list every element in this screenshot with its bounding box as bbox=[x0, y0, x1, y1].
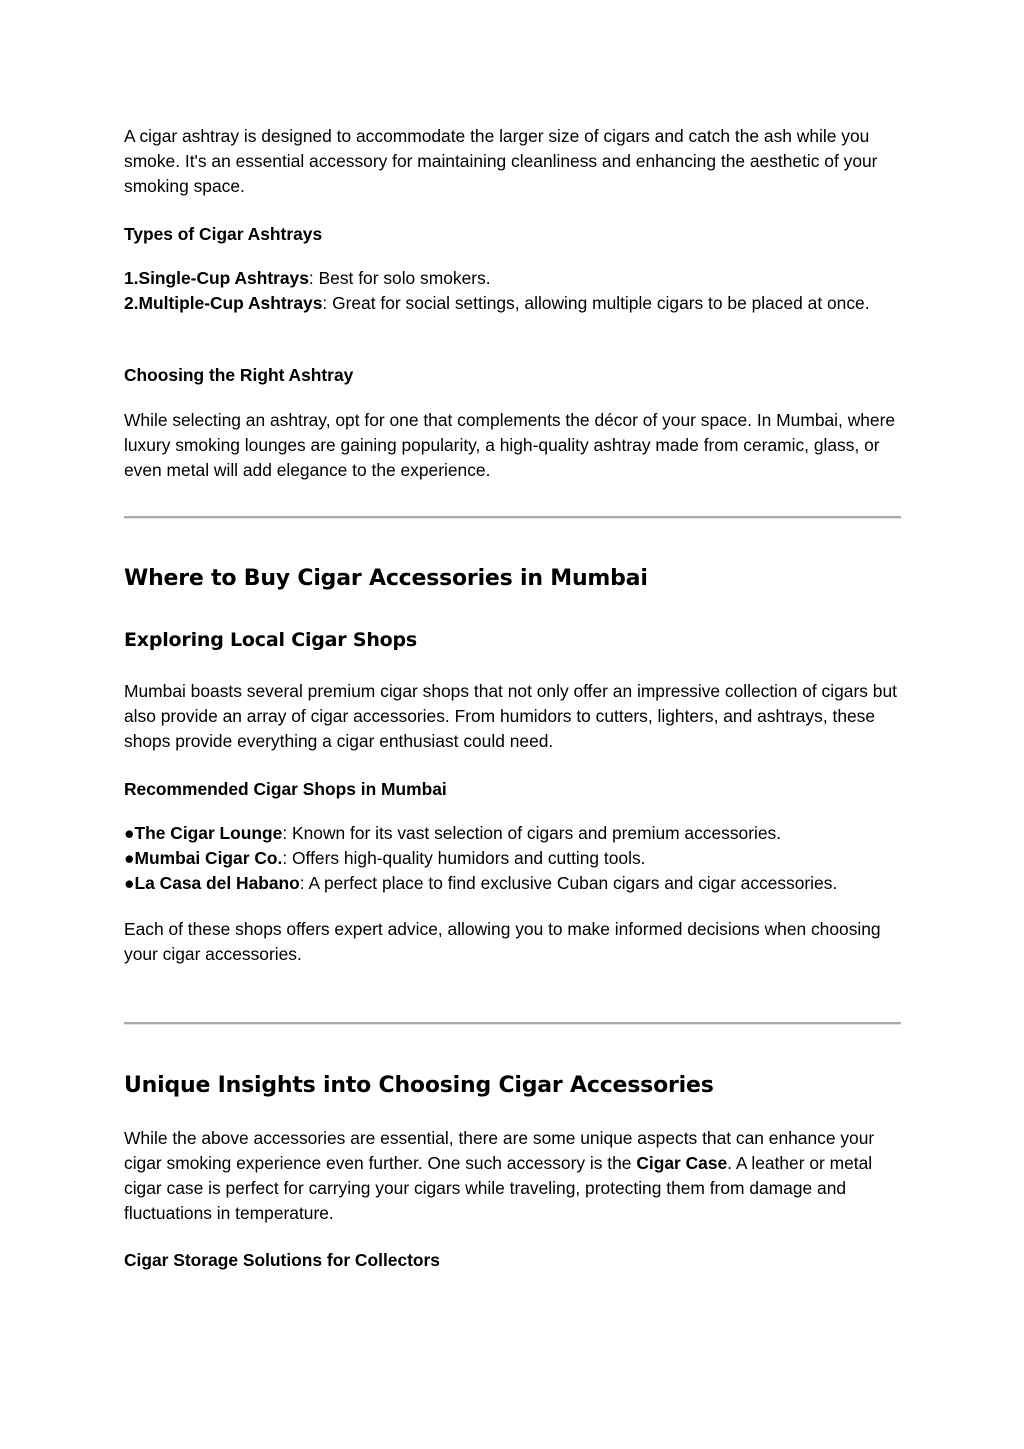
list-item-label: 2.Multiple-Cup Ashtrays bbox=[124, 293, 323, 313]
list-item bbox=[124, 821, 914, 846]
ashtray-types-list bbox=[124, 266, 914, 316]
list-item bbox=[124, 266, 914, 291]
choosing-paragraph: While selecting an ashtray, opt for one that complements the décor of your space. In Mumbai, where luxury smoking lounges are gaining popularity, a high-quality ashtray made from ceramic, glass, or even metal will add elegance to the experience. bbox=[124, 410, 896, 480]
local-shops-subtitle: Exploring Local Cigar Shops bbox=[124, 629, 418, 651]
where-to-buy-title: Where to Buy Cigar Accessories in Mumbai bbox=[124, 566, 648, 591]
list-item-label: 1.Single-Cup Ashtrays bbox=[124, 268, 309, 288]
list-item bbox=[124, 291, 914, 316]
section-divider bbox=[124, 516, 901, 519]
unique-insights-title: Unique Insights into Choosing Cigar Accessories bbox=[124, 1073, 714, 1098]
paragraph-text: While the above accessories are essential, there are some unique aspects that can enhance your cigar smoking experience even further. One such accessory is the bbox=[124, 1128, 875, 1173]
list-item-text: : Great for social settings, allowing multiple cigars to be placed at once. bbox=[322, 293, 870, 313]
shop-name: La Casa del Habano bbox=[134, 873, 300, 893]
section-divider bbox=[124, 1022, 901, 1025]
recommended-shops-heading: Recommended Cigar Shops in Mumbai bbox=[124, 779, 447, 799]
list-item bbox=[124, 871, 914, 896]
local-shops-paragraph: Mumbai boasts several premium cigar shops that not only offer an impressive collection of cigars but also provide an array of cigar accessories. From humidors to cutters, lighters, and ashtrays, these shops provide everything a cigar enthusiast could need. bbox=[124, 681, 897, 751]
bullet-icon: ● bbox=[124, 823, 135, 843]
cigar-case-term: Cigar Case bbox=[636, 1153, 728, 1173]
shop-description: : Known for its vast selection of cigars and premium accessories. bbox=[282, 823, 782, 843]
storage-heading: Cigar Storage Solutions for Collectors bbox=[124, 1250, 440, 1270]
types-heading: Types of Cigar Ashtrays bbox=[124, 224, 323, 244]
intro-paragraph: A cigar ashtray is designed to accommodate the larger size of cigars and catch the ash while you smoke. It's an essential accessory for maintaining cleanliness and enhancing the aesthetic of your smoking space. bbox=[124, 126, 878, 196]
list-item-text: : Best for solo smokers. bbox=[308, 268, 491, 288]
shops-closing-paragraph: Each of these shops offers expert advice, allowing you to make informed decisions when choosing your cigar accessories. bbox=[124, 919, 881, 964]
shop-name: The Cigar Lounge bbox=[134, 823, 283, 843]
choosing-heading: Choosing the Right Ashtray bbox=[124, 365, 354, 385]
paragraph-text: . A leather or metal cigar case is perfect for carrying your cigars while traveling, protecting them from damage and fluctuations in temperature. bbox=[124, 1153, 873, 1223]
list-item bbox=[124, 846, 914, 871]
shop-description: : Offers high-quality humidors and cutting tools. bbox=[282, 848, 646, 868]
unique-insights-paragraph bbox=[124, 1126, 914, 1226]
shops-list bbox=[124, 821, 914, 896]
shop-name: Mumbai Cigar Co. bbox=[134, 848, 283, 868]
shop-description: : A perfect place to find exclusive Cuban cigars and cigar accessories. bbox=[299, 873, 838, 893]
bullet-icon: ● bbox=[124, 848, 135, 868]
bullet-icon: ● bbox=[124, 873, 135, 893]
